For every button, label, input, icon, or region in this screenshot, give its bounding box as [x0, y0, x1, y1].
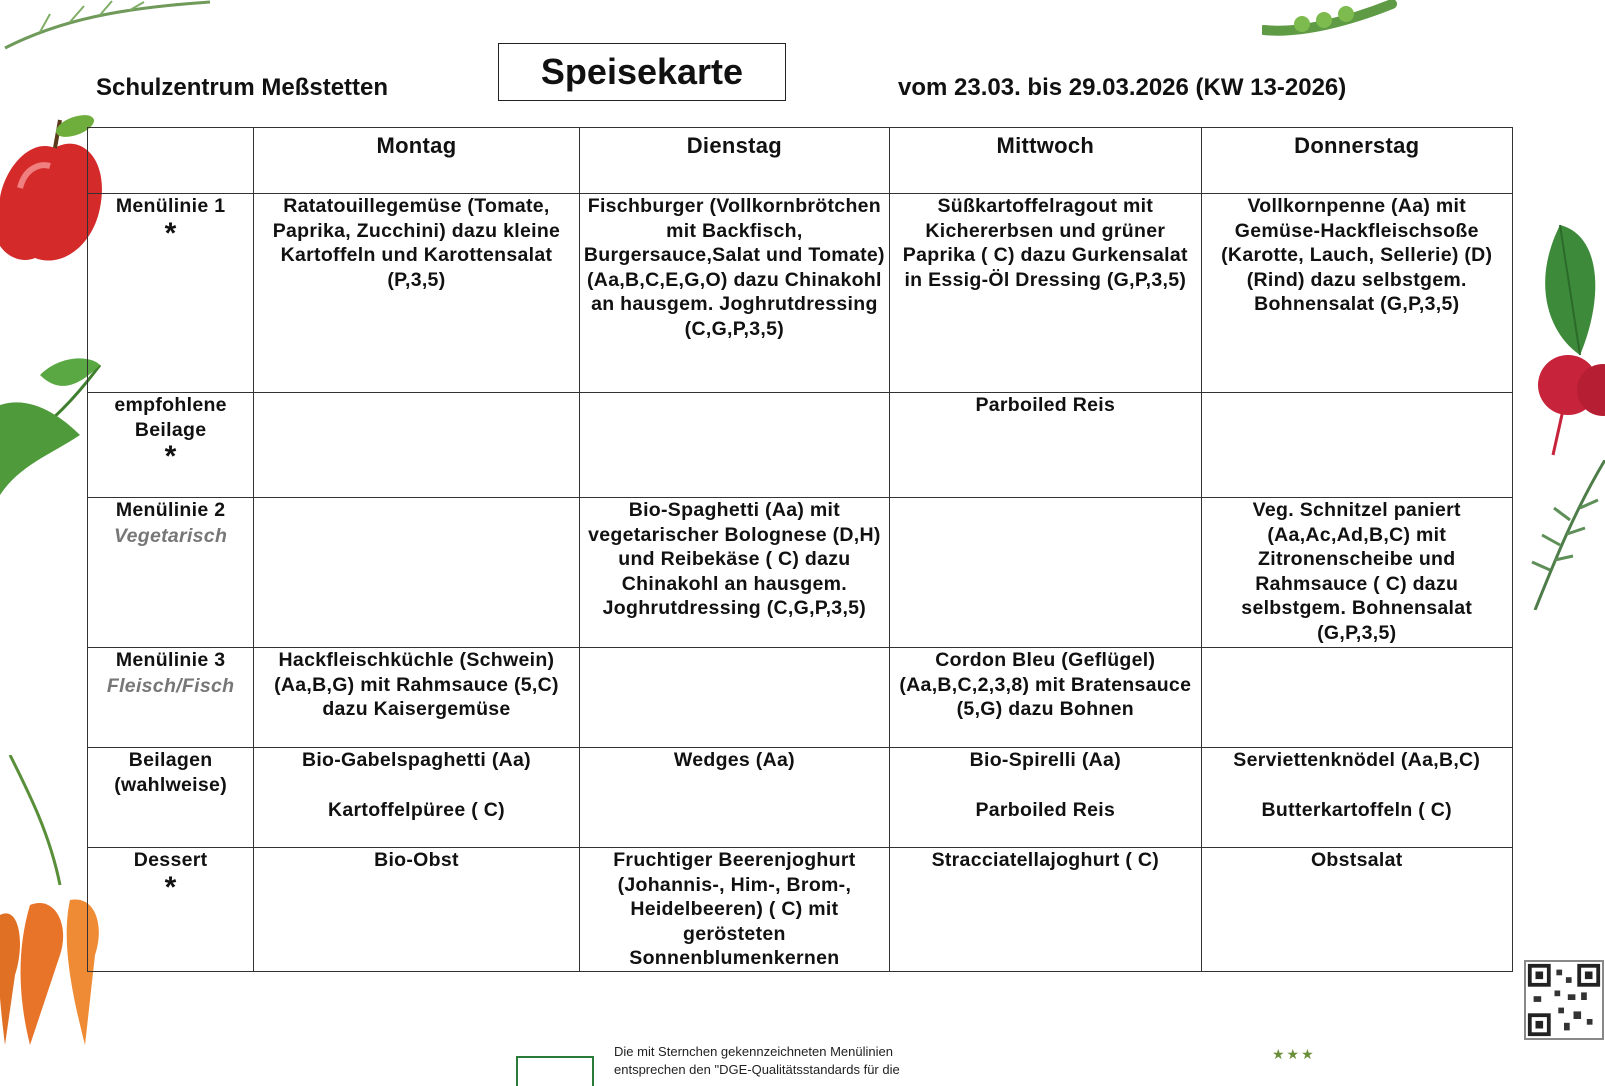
rosemary-icon — [1525, 460, 1605, 610]
page-title-text: Speisekarte — [540, 51, 744, 92]
qr-code-icon — [1524, 960, 1604, 1040]
meal-cell — [254, 498, 579, 648]
row-label-menuelinie-1 — [88, 194, 254, 393]
side-option: Parboiled Reis — [975, 798, 1116, 821]
footer-note: Die mit Sternchen gekennzeichneten Menülinien — [614, 1044, 893, 1059]
meal-cell — [579, 393, 889, 498]
row-label: Menülinie 3 — [115, 649, 226, 671]
side-option: Kartoffelpüree ( C) — [328, 798, 505, 821]
meal-cell: Bio-Spaghetti (Aa) mit vegetarischer Bolognese (D,H) und Reibekäse ( C) dazu Chinakohl an hausgem. Joghrutdressing (C,G,P,3,5) — [579, 498, 889, 648]
day-header-thursday: Donnerstag — [1201, 128, 1512, 194]
row-sublabel: Vegetarisch — [114, 524, 228, 547]
meal-cell — [254, 393, 579, 498]
side-option: Wedges (Aa) — [673, 749, 795, 771]
day-header-row — [88, 128, 1513, 194]
dge-logo — [516, 1056, 594, 1086]
meal-cell — [579, 748, 889, 848]
table-row — [88, 848, 1513, 972]
star-marker: * — [164, 440, 177, 474]
meal-cell: Ratatouillegemüse (Tomate, Paprika, Zucchini) dazu kleine Kartoffeln und Karottensalat (P,3,5) — [254, 194, 579, 393]
star-marker: * — [164, 216, 177, 250]
row-label: Dessert — [133, 849, 208, 871]
herb-sprig-icon — [0, 0, 220, 60]
side-option: Bio-Spirelli (Aa) — [969, 749, 1121, 771]
date-range: vom 23.03. bis 29.03.2026 (KW 13-2026) — [898, 74, 1347, 101]
side-option: Butterkartoffeln ( C) — [1261, 798, 1452, 821]
page-title — [498, 43, 786, 101]
side-option: Bio-Gabelspaghetti (Aa) — [301, 749, 531, 771]
meal-cell — [890, 498, 1201, 648]
day-header-wednesday: Mittwoch — [890, 128, 1201, 194]
table-row — [88, 748, 1513, 848]
row-label-empfohlene-beilage — [88, 393, 254, 498]
meal-cell: Veg. Schnitzel paniert (Aa,Ac,Ad,B,C) mit Zitronenscheibe und Rahmsauce ( C) dazu selbstgem. Bohnensalat (G,P,3,5) — [1201, 498, 1512, 648]
row-label-dessert — [88, 848, 254, 972]
meal-cell: Hackfleischküchle (Schwein) (Aa,B,G) mit Rahmsauce (5,C) dazu Kaisergemüse — [254, 648, 579, 748]
side-option: Serviettenknödel (Aa,B,C) — [1233, 749, 1481, 771]
meal-cell: Bio-Obst — [254, 848, 579, 972]
row-label: Menülinie 1 — [115, 195, 226, 217]
row-label-menuelinie-2 — [88, 498, 254, 648]
corner-cell — [88, 128, 254, 194]
meal-cell — [254, 748, 579, 848]
meal-cell: Fischburger (Vollkornbrötchen mit Backfisch, Burgersauce,Salat und Tomate) (Aa,B,C,E,G,O) dazu Chinakohl an hausgem. Joghrutdressing (C,G,P,3,5) — [579, 194, 889, 393]
row-label: Menülinie 2 — [115, 499, 226, 521]
table-row — [88, 393, 1513, 498]
row-label-beilagen: Beilagen (wahlweise) — [88, 748, 254, 848]
day-header-tuesday: Dienstag — [579, 128, 889, 194]
footer-note-line2: entsprechen den "DGE-Qualitätsstandards für die — [614, 1062, 900, 1077]
meal-cell — [1201, 648, 1512, 748]
meal-cell: Fruchtiger Beerenjoghurt (Johannis-, Him-, Brom-, Heidelbeeren) ( C) mit gerösteten Sonnenblumenkernen — [579, 848, 889, 972]
meal-cell — [1201, 748, 1512, 848]
table-row — [88, 648, 1513, 748]
peas-icon — [1262, 0, 1402, 38]
meal-cell: Vollkornpenne (Aa) mit Gemüse-Hackfleischsoße (Karotte, Lauch, Sellerie) (D) (Rind) dazu selbstgem. Bohnensalat (G,P,3,5) — [1201, 194, 1512, 393]
meal-cell: Stracciatellajoghurt ( C) — [890, 848, 1201, 972]
day-header-monday: Montag — [254, 128, 579, 194]
meal-cell: Obstsalat — [1201, 848, 1512, 972]
meal-cell: Cordon Bleu (Geflügel) (Aa,B,C,2,3,8) mit Bratensauce (5,G) dazu Bohnen — [890, 648, 1201, 748]
table-row — [88, 194, 1513, 393]
menu-table — [87, 127, 1513, 972]
certification-stars-icon: ★★★ — [1272, 1046, 1316, 1062]
meal-cell — [579, 648, 889, 748]
meal-cell: Süßkartoffelragout mit Kichererbsen und grüner Paprika ( C) dazu Gurkensalat in Essig-Öl Dressing (G,P,3,5) — [890, 194, 1201, 393]
meal-cell — [890, 748, 1201, 848]
table-row — [88, 498, 1513, 648]
radish-icon — [1518, 340, 1605, 460]
row-label: empfohlene Beilage — [114, 394, 227, 441]
school-name: Schulzentrum Meßstetten — [96, 74, 389, 101]
star-marker: * — [164, 870, 177, 904]
meal-cell: Parboiled Reis — [890, 393, 1201, 498]
row-sublabel: Fleisch/Fisch — [106, 674, 235, 697]
meal-cell — [1201, 393, 1512, 498]
row-label-menuelinie-3 — [88, 648, 254, 748]
